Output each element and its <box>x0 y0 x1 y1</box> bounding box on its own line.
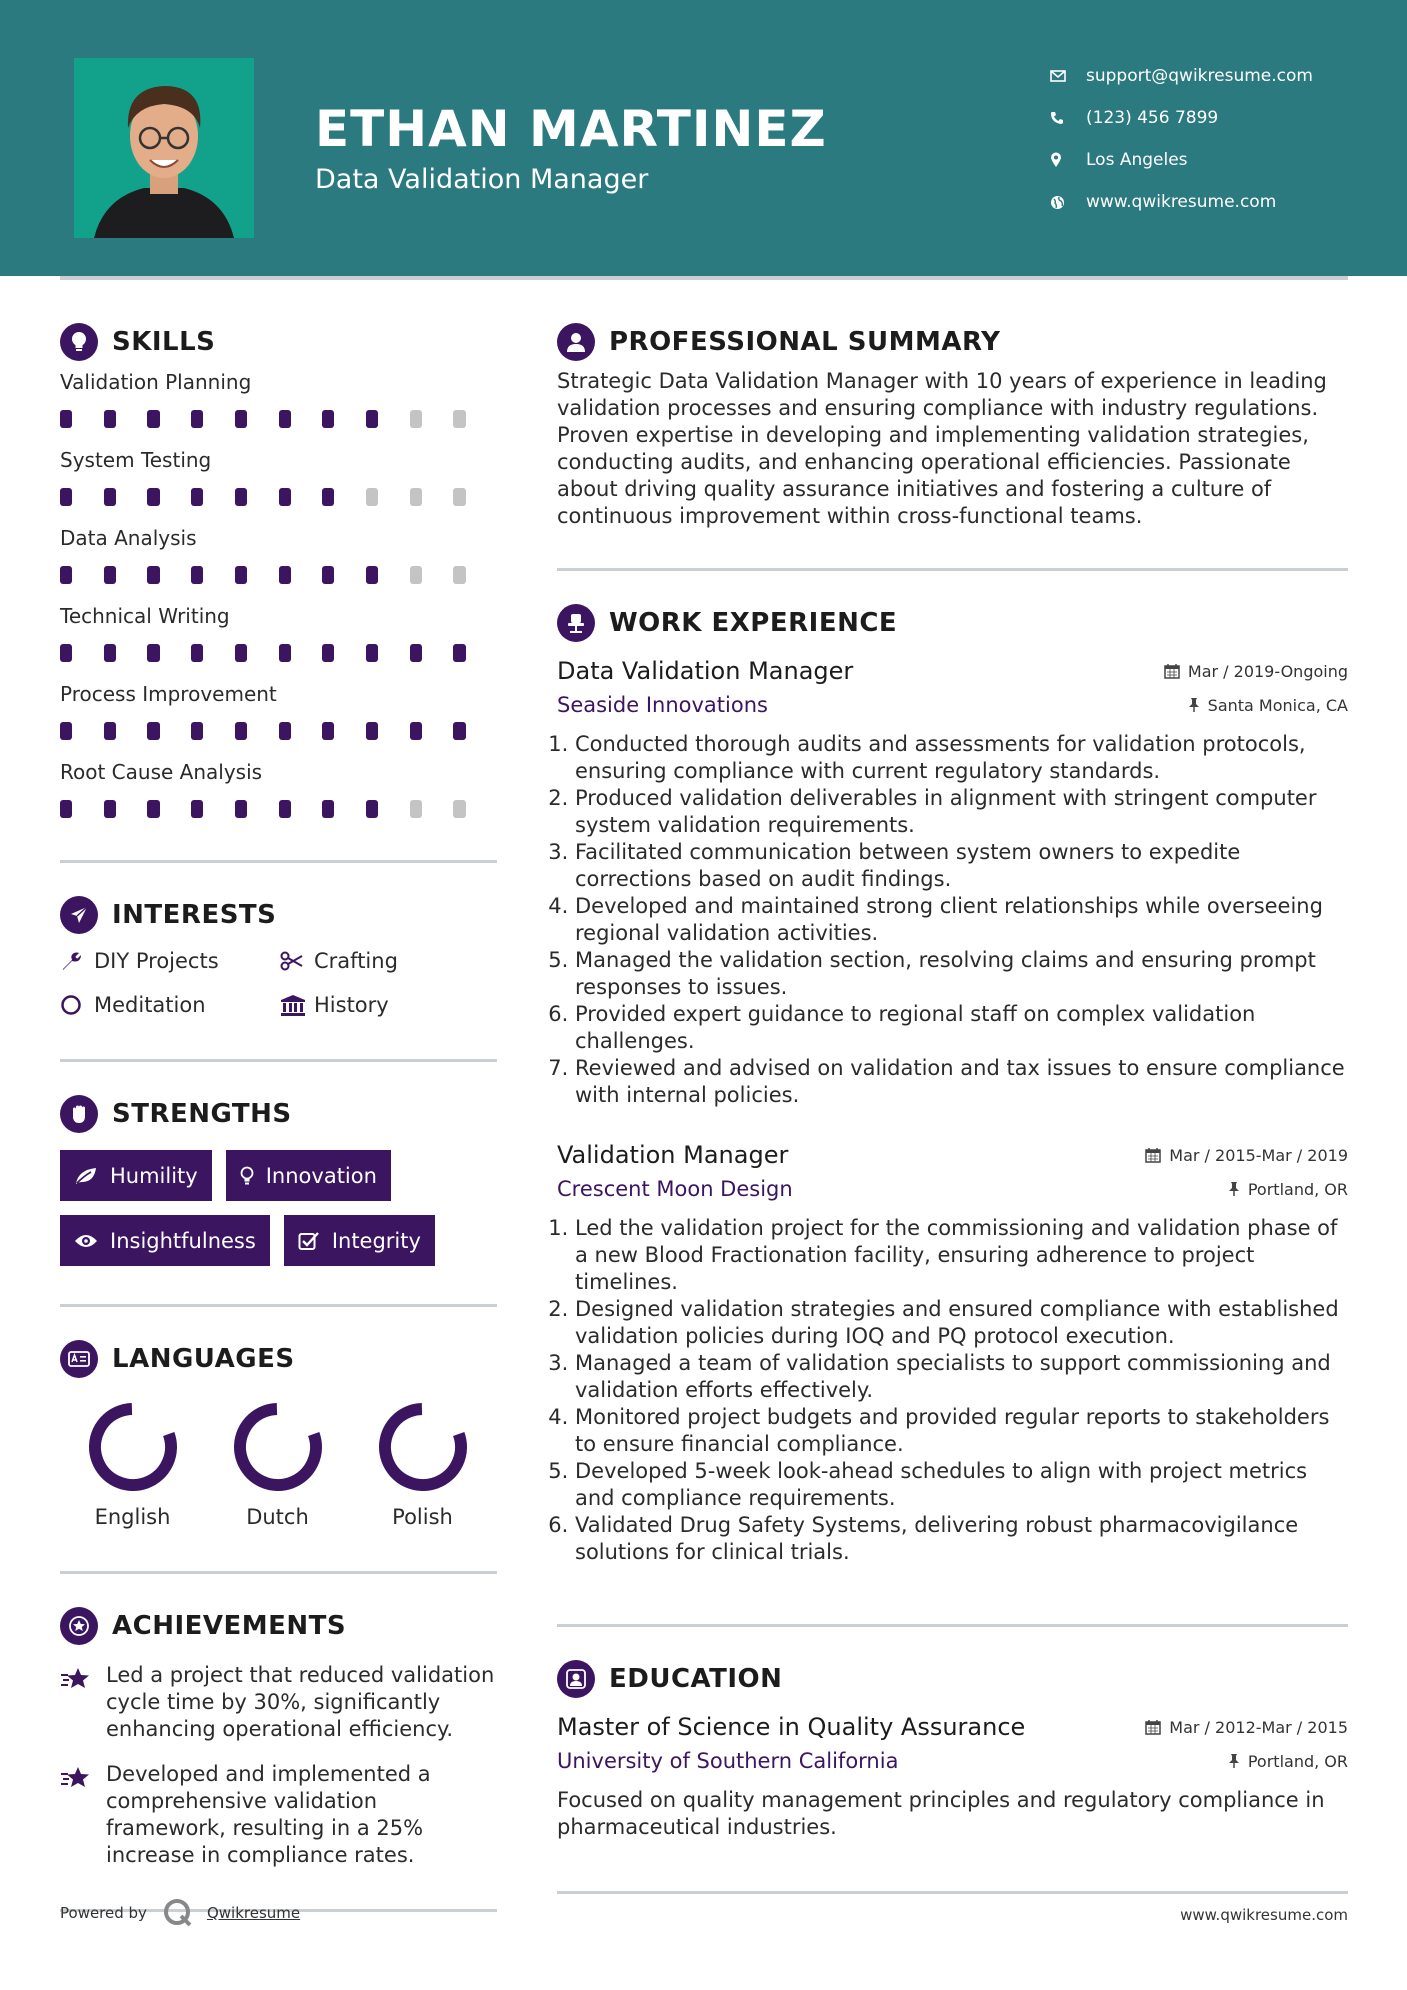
language-item <box>350 1399 495 1529</box>
check-square-icon <box>298 1231 320 1251</box>
contact-website-text: www.qwikresume.com <box>1086 192 1277 212</box>
rating-dot-filled <box>366 800 378 818</box>
skills-title: SKILLS <box>112 327 216 357</box>
rating-dot-filled <box>60 800 72 818</box>
job-location <box>1228 1180 1348 1199</box>
job-bullet: 5. Managed the validation section, resolving claims and ensuring prompt responses to issues. <box>575 947 1348 1001</box>
rating-dot-filled <box>147 722 159 740</box>
strength-label: Humility <box>110 1163 198 1188</box>
achievement-item <box>60 1761 497 1869</box>
rating-dot-filled <box>366 722 378 740</box>
languages-list <box>60 1399 497 1529</box>
star-icon <box>60 1662 106 1743</box>
rating-dot-filled <box>191 488 203 506</box>
rating-dot-filled <box>279 644 291 662</box>
calendar-icon <box>1164 663 1180 679</box>
interest-label: Crafting <box>314 949 398 973</box>
interest-item <box>280 991 500 1019</box>
experience-divider <box>557 1624 1348 1627</box>
qwikresume-link[interactable]: Qwikresume <box>206 1904 301 1922</box>
rating-dot-filled <box>191 722 203 740</box>
rating-dot-filled <box>322 800 334 818</box>
job-bullet: 3. Facilitated communication between system owners to expedite corrections based on audit findings. <box>575 839 1348 893</box>
interests-divider <box>60 1059 497 1062</box>
job-company: Seaside Innovations <box>557 693 768 717</box>
circle-icon <box>60 994 94 1016</box>
experience-heading <box>557 601 1348 645</box>
rating-dot-filled <box>147 488 159 506</box>
rating-dot-filled <box>235 488 247 506</box>
candidate-name: ETHAN MARTINEZ <box>315 100 827 158</box>
languages-title: LANGUAGES <box>112 1344 295 1374</box>
user-icon <box>557 323 595 361</box>
job-bullet: 6. Validated Drug Safety Systems, delivering robust pharmacovigilance solutions for clinical trials. <box>575 1512 1348 1566</box>
languages-heading <box>60 1337 497 1381</box>
strength-label: Integrity <box>331 1228 421 1253</box>
rating-dot-filled <box>60 566 72 584</box>
rating-dot-empty <box>453 800 465 818</box>
scissors-icon <box>280 951 314 971</box>
interest-label: DIY Projects <box>94 949 219 973</box>
education-divider <box>557 1891 1348 1894</box>
skill-rating <box>60 630 497 676</box>
phone-icon <box>1050 111 1086 125</box>
language-level-arc <box>230 1399 326 1495</box>
summary-text: Strategic Data Validation Manager with 10 years of experience in leading validation processes and ensuring compliance with industry regulations. Proven expertise in developing and implementing validation strategies, conducting audits, and enhancing operational efficiencies. Passionate about driving quality assurance initiatives and fostering a culture of continuous improvement within cross-functional teams. <box>557 369 1327 528</box>
rating-dot-filled <box>279 566 291 584</box>
education-date <box>1145 1718 1348 1737</box>
interest-item <box>280 947 500 975</box>
footer-site[interactable]: www.qwikresume.com <box>1180 1906 1348 1924</box>
education-location-text: Portland, OR <box>1247 1751 1348 1771</box>
office-chair-icon <box>557 604 595 642</box>
lightbulb-icon <box>60 323 98 361</box>
job-bullet: 4. Developed and maintained strong client relationships while overseeing regional validation activities. <box>575 893 1348 947</box>
language-item <box>60 1399 205 1529</box>
rating-dot-filled <box>235 410 247 428</box>
rating-dot-filled <box>235 566 247 584</box>
education-heading <box>557 1657 1348 1701</box>
job-bullet: 5. Developed 5-week look-ahead schedules to align with project metrics and compliance requirements. <box>575 1458 1348 1512</box>
leaf-icon <box>74 1166 98 1186</box>
rating-dot-filled <box>60 488 72 506</box>
job-subheader <box>557 1171 1348 1207</box>
skill-rating <box>60 708 497 754</box>
language-card-icon <box>60 1340 98 1378</box>
rating-dot-filled <box>60 722 72 740</box>
envelope-icon <box>1050 70 1086 82</box>
skill-name: Validation Planning <box>60 370 252 394</box>
skill-name: Process Improvement <box>60 682 277 706</box>
interest-label: History <box>314 993 389 1017</box>
rating-dot-empty <box>410 800 422 818</box>
rating-dot-filled <box>147 644 159 662</box>
interest-item <box>60 947 280 975</box>
language-ring <box>85 1399 181 1495</box>
strengths-heading <box>60 1092 497 1136</box>
pushpin-icon <box>1188 697 1200 713</box>
rating-dot-filled <box>322 722 334 740</box>
rating-dot-filled <box>279 800 291 818</box>
rating-dot-filled <box>322 566 334 584</box>
resume-header <box>0 0 1407 276</box>
right-column <box>557 320 1348 1894</box>
education-location <box>1228 1752 1348 1771</box>
summary-title: PROFESSIONAL SUMMARY <box>609 327 1001 357</box>
language-item <box>205 1399 350 1529</box>
rating-dot-filled <box>191 566 203 584</box>
education-degree: Master of Science in Quality Assurance <box>557 1713 1026 1741</box>
footer-powered <box>60 1896 300 1930</box>
eye-icon <box>74 1233 98 1249</box>
rating-dot-filled <box>191 644 203 662</box>
rating-dot-empty <box>453 488 465 506</box>
profile-photo <box>74 58 254 238</box>
education-school: University of Southern California <box>557 1749 899 1773</box>
job-location <box>1188 696 1348 715</box>
rating-dot-empty <box>453 566 465 584</box>
rating-dot-filled <box>279 488 291 506</box>
job-header <box>557 1139 1348 1171</box>
job-company: Crescent Moon Design <box>557 1177 793 1201</box>
job-subheader <box>557 687 1348 723</box>
strength-tag <box>226 1150 391 1201</box>
summary-heading <box>557 320 1348 364</box>
skills-divider <box>60 860 497 863</box>
skill-rating <box>60 396 497 442</box>
job-bullets <box>557 1215 1348 1566</box>
skills-list <box>60 368 497 832</box>
rating-dot-filled <box>453 722 465 740</box>
summary-divider <box>557 568 1348 571</box>
pushpin-icon <box>1228 1753 1240 1769</box>
rating-dot-filled <box>279 722 291 740</box>
skill-name: Technical Writing <box>60 604 230 628</box>
rating-dot-filled <box>322 488 334 506</box>
education-header <box>557 1711 1348 1743</box>
star-badge-icon <box>60 1607 98 1645</box>
rating-dot-filled <box>104 722 116 740</box>
header-divider <box>60 276 1348 280</box>
job-header <box>557 655 1348 687</box>
hand-icon <box>60 1095 98 1133</box>
candidate-title: Data Validation Manager <box>315 164 649 195</box>
rating-dot-filled <box>235 722 247 740</box>
rating-dot-empty <box>366 488 378 506</box>
job-bullet: 7. Reviewed and advised on validation and tax issues to ensure compliance with internal policies. <box>575 1055 1348 1109</box>
rating-dot-filled <box>104 566 116 584</box>
star-icon <box>60 1761 106 1869</box>
strength-tag <box>60 1150 212 1201</box>
rating-dot-filled <box>191 800 203 818</box>
rating-dot-filled <box>235 644 247 662</box>
lightbulb-icon <box>240 1166 254 1186</box>
rating-dot-filled <box>147 800 159 818</box>
powered-by-text: Powered by <box>60 1904 147 1922</box>
language-ring <box>375 1399 471 1495</box>
interests-title: INTERESTS <box>112 900 277 930</box>
language-ring <box>230 1399 326 1495</box>
contact-location <box>1050 139 1313 181</box>
rating-dot-filled <box>410 722 422 740</box>
contact-phone-text: (123) 456 7899 <box>1086 108 1219 128</box>
contact-email-text: support@qwikresume.com <box>1086 66 1313 86</box>
rating-dot-filled <box>191 410 203 428</box>
rating-dot-filled <box>104 410 116 428</box>
qwikresume-logo-icon <box>161 1896 195 1930</box>
job-bullet: 4. Monitored project budgets and provided regular reports to stakeholders to ensure financial compliance. <box>575 1404 1348 1458</box>
skill-name: System Testing <box>60 448 212 472</box>
rating-dot-filled <box>410 644 422 662</box>
rating-dot-filled <box>366 566 378 584</box>
skill-rating <box>60 786 497 832</box>
language-level-arc <box>85 1399 181 1495</box>
job-location-text: Santa Monica, CA <box>1207 695 1348 715</box>
language-name: Dutch <box>246 1505 309 1529</box>
pushpin-icon <box>1228 1181 1240 1197</box>
strengths-list <box>60 1150 497 1266</box>
skill-name: Root Cause Analysis <box>60 760 263 784</box>
education-date-text: Mar / 2012-Mar / 2015 <box>1169 1717 1348 1737</box>
calendar-icon <box>1145 1719 1161 1735</box>
achievement-text: Developed and implemented a comprehensive validation framework, resulting in a 25% increase in compliance rates. <box>106 1762 431 1867</box>
rating-dot-filled <box>147 410 159 428</box>
rating-dot-filled <box>453 644 465 662</box>
languages-divider <box>60 1571 497 1574</box>
job-bullet: 2. Designed validation strategies and ensured compliance with established validation policies during IOQ and PQ protocol execution. <box>575 1296 1348 1350</box>
job-date <box>1145 1146 1348 1165</box>
paper-plane-icon <box>60 896 98 934</box>
strength-label: Innovation <box>265 1163 377 1188</box>
rating-dot-empty <box>410 488 422 506</box>
globe-icon <box>1050 195 1086 210</box>
contact-location-text: Los Angeles <box>1086 150 1188 170</box>
language-name: Polish <box>392 1505 453 1529</box>
interests-heading <box>60 893 497 937</box>
contact-email[interactable] <box>1050 55 1313 97</box>
rating-dot-filled <box>322 644 334 662</box>
rating-dot-filled <box>104 800 116 818</box>
interest-item <box>60 991 280 1019</box>
wrench-icon <box>60 950 94 972</box>
experience-title: WORK EXPERIENCE <box>609 608 898 638</box>
rating-dot-filled <box>322 410 334 428</box>
achievements-title: ACHIEVEMENTS <box>112 1611 347 1641</box>
language-name: English <box>94 1505 171 1529</box>
education-subheader <box>557 1743 1348 1779</box>
job-date-text: Mar / 2019-Ongoing <box>1187 661 1348 681</box>
rating-dot-empty <box>410 566 422 584</box>
strength-tag <box>284 1215 435 1266</box>
rating-dot-filled <box>60 410 72 428</box>
achievement-text: Led a project that reduced validation cycle time by 30%, significantly enhancing operational efficiency. <box>106 1663 495 1741</box>
job-bullets <box>557 731 1348 1109</box>
contact-website[interactable] <box>1050 181 1313 223</box>
bank-icon <box>280 994 314 1016</box>
job-title: Data Validation Manager <box>557 657 854 685</box>
job-bullet: 6. Provided expert guidance to regional staff on complex validation challenges. <box>575 1001 1348 1055</box>
contact-list <box>1050 55 1313 223</box>
skill-rating <box>60 552 497 598</box>
map-pin-icon <box>1050 152 1086 168</box>
strength-label: Insightfulness <box>110 1228 256 1253</box>
language-level-arc <box>375 1399 471 1495</box>
skill-name: Data Analysis <box>60 526 197 550</box>
job-bullet: 3. Managed a team of validation specialists to support commissioning and validation efforts effectively. <box>575 1350 1348 1404</box>
job-bullet: 1. Led the validation project for the commissioning and validation phase of a new Blood Fractionation facility, ensuring adherence to project timelines. <box>575 1215 1348 1296</box>
job-title: Validation Manager <box>557 1141 789 1169</box>
achievements-heading <box>60 1604 497 1648</box>
job-location-text: Portland, OR <box>1247 1179 1348 1199</box>
skill-rating <box>60 474 497 520</box>
job-date-text: Mar / 2015-Mar / 2019 <box>1169 1145 1348 1165</box>
rating-dot-filled <box>366 410 378 428</box>
rating-dot-empty <box>453 410 465 428</box>
job-bullet: 2. Produced validation deliverables in alignment with stringent computer system validation requirements. <box>575 785 1348 839</box>
job-bullet: 1. Conducted thorough audits and assessments for validation protocols, ensuring compliance with current regulatory standards. <box>575 731 1348 785</box>
rating-dot-filled <box>104 488 116 506</box>
rating-dot-filled <box>147 566 159 584</box>
job-date <box>1164 662 1348 681</box>
achievement-item <box>60 1662 497 1743</box>
education-title: EDUCATION <box>609 1664 783 1694</box>
rating-dot-filled <box>104 644 116 662</box>
rating-dot-filled <box>366 644 378 662</box>
strength-tag <box>60 1215 270 1266</box>
rating-dot-empty <box>410 410 422 428</box>
rating-dot-filled <box>235 800 247 818</box>
strengths-divider <box>60 1304 497 1307</box>
contact-phone[interactable] <box>1050 97 1313 139</box>
strengths-title: STRENGTHS <box>112 1099 292 1129</box>
left-column <box>60 320 497 1912</box>
rating-dot-filled <box>279 410 291 428</box>
calendar-icon <box>1145 1147 1161 1163</box>
interests-list <box>60 947 497 1019</box>
graduate-icon <box>557 1660 595 1698</box>
skills-heading <box>60 320 497 364</box>
interest-label: Meditation <box>94 993 206 1017</box>
education-text: Focused on quality management principles and regulatory compliance in pharmaceutical industries. <box>557 1788 1325 1839</box>
rating-dot-filled <box>60 644 72 662</box>
